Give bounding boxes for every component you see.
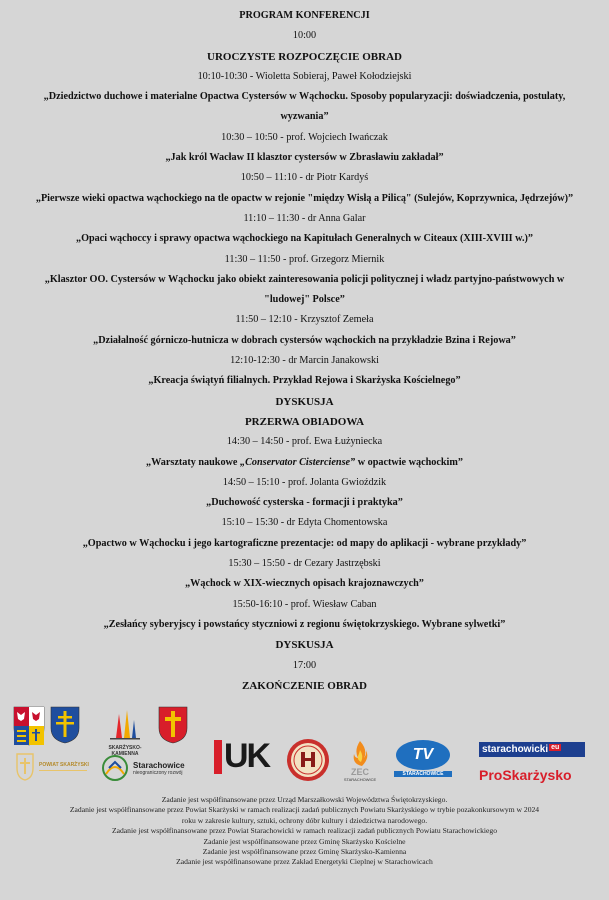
zec-label: ZEC xyxy=(351,767,369,777)
program-time-speaker-line: 12:10-12:30 - dr Marcin Janakowski xyxy=(230,355,379,367)
program-title-line: „Działalność górniczo-hutnicza w dobrach cystersów wąchockich na przykładzie Bzina i Rejowa” xyxy=(93,334,516,346)
program-title-line: ZAKOŃCZENIE OBRAD xyxy=(242,679,367,692)
funding-note-line: Zadanie jest współfinansowane przez Gminę Skarżysko-Kamienna xyxy=(202,847,407,857)
program-title-line: „Zesłańcy syberyjscy i powstańcy styczniowi z regionu świętokrzyskiego. Wybrane sylwetki” xyxy=(103,618,506,630)
skarzysko-kamienna-logo xyxy=(100,708,150,757)
starachowice-label: Starachowice xyxy=(133,761,185,770)
program-title-line: DYSKUSJA xyxy=(275,395,334,408)
program-title-part: „Warsztaty naukowe xyxy=(146,456,240,468)
uk-label: UK xyxy=(224,737,270,775)
program-title-line: „Pierwsze wieki opactwa wąchockiego na tle opactw w rejonie "między Wisłą a Pilicą" (Sulejów, Koprzywnica, Jędrzejów)” xyxy=(35,192,574,204)
powiat-skarzyski-logo xyxy=(14,752,98,782)
program-title-line: PRZERWA OBIADOWA xyxy=(244,415,365,428)
zec-logo xyxy=(340,740,380,782)
program-title-line: UROCZYSTE ROZPOCZĘCIE OBRAD xyxy=(207,50,402,63)
swietokrzyskie-coat-of-arms-logo xyxy=(13,706,45,751)
program-time-speaker-line: 10:50 – 11:10 - dr Piotr Kardyś xyxy=(240,172,369,184)
program-time-speaker-line: 11:10 – 11:30 - dr Anna Galar xyxy=(243,212,366,224)
starachowice-logo xyxy=(100,754,196,782)
skarzysko-kamienna-label: SKARŻYSKO-KAMIENNA xyxy=(108,745,142,757)
tv-label: TV xyxy=(412,746,434,763)
program-title-italic-part: „Conservator Cisterciense” xyxy=(239,456,356,468)
program-time-speaker-line: 10:00 xyxy=(292,30,317,42)
starachowice-sub-label: nieograniczony rozwój xyxy=(133,770,183,776)
program-time-speaker-line: 14:30 – 14:50 - prof. Ewa Łużyniecka xyxy=(226,436,383,448)
program-time-speaker-line: 11:50 – 12:10 - Krzysztof Zemeła xyxy=(235,314,374,326)
program-title-part: w opactwie wąchockim” xyxy=(355,456,463,468)
program-title-line: „Opaci wąchoccy i sprawy opactwa wąchockiego na Kapitułach Generalnych w Citeaux (XIII-XVIII w.)” xyxy=(75,233,534,245)
funding-footer xyxy=(0,795,609,868)
program-title-line: PROGRAM KONFERENCJI xyxy=(239,10,370,21)
program-time-speaker-line: 10:10-10:30 - Wioletta Sobieraj, Paweł Kołodziejski xyxy=(197,70,412,82)
program-title-line xyxy=(0,453,609,473)
proskarzysko-logo: ProSkarżysko xyxy=(479,767,572,783)
tv-starachowice-logo xyxy=(394,740,452,777)
program-title-line: „Dziedzictwo duchowe i materialne Opactwa Cystersów w Wąchocku. Sposoby popularyzacji: doświadczenia, postulaty, wyzwania” xyxy=(43,91,566,123)
program-title-line: „Kreacja świątyń filialnych. Przykład Rejowa i Skarżyska Kościelnego” xyxy=(148,375,461,387)
museum-seal-logo xyxy=(286,738,330,787)
program-title-line: „Duchowość cysterska - formacji i praktyka” xyxy=(206,497,403,509)
program-title-line: „Klasztor OO. Cystersów w Wąchocku jako obiekt zainteresowania policji politycznej i władz partyjno-państwowych w "ludowej" Polsce” xyxy=(44,273,565,306)
program-time-speaker-line: 15:10 – 15:30 - dr Edyta Chomentowska xyxy=(221,517,388,529)
zec-sub-label: STARACHOWICE xyxy=(343,777,377,782)
funding-note-line: roku w zakresie kultury, sztuki, ochrony dóbr kultury i dziedzictwa narodowego. xyxy=(181,815,428,825)
program-time-speaker-line: 11:30 – 11:50 - prof. Grzegorz Miernik xyxy=(224,253,385,265)
funding-note-line: Zadanie jest współfinansowane przez Powiat Skarżyski w ramach realizacji zadań publicznych Powiatu Skarżyskiego w trybie pozakonkursowym w 2024 xyxy=(69,805,540,815)
program-title-line: „Jak król Wacław II klasztor cystersów w Zbrasławiu zakładał” xyxy=(165,152,444,164)
program-time-speaker-line: 14:50 – 15:10 - prof. Jolanta Gwioździk xyxy=(222,476,387,488)
uk-logo xyxy=(214,737,274,780)
program-time-speaker-line: 10:30 – 10:50 - prof. Wojciech Iwańczak xyxy=(221,131,388,143)
program-time-speaker-line: 15:50-16:10 - prof. Wiesław Caban xyxy=(232,598,377,610)
funding-note-line: Zadanie jest współfinansowane przez Urząd Marszałkowski Województwa Świętokrzyskiego. xyxy=(161,795,448,804)
program-time-speaker-line: 15:30 – 15:50 - dr Cezary Jastrzębski xyxy=(228,558,381,570)
sponsor-logos xyxy=(0,702,609,792)
program-title-line: DYSKUSJA xyxy=(275,639,334,652)
program-title-line: „Wąchock w XIX-wiecznych opisach krajoznawczych” xyxy=(185,578,424,590)
starachowicki-tld-label: eu xyxy=(551,744,560,751)
skarzysko-koscielne-coat-of-arms-logo xyxy=(158,706,188,749)
starachowicki-label: starachowicki xyxy=(482,744,549,755)
tv-sub-label: STARACHOWICE xyxy=(394,771,452,777)
program-title-line: „Opactwo w Wąchocku i jego kartograficzne prezentacje: od mapy do aplikacji - wybrane przykłady” xyxy=(82,537,527,549)
starachowicki-eu-logo xyxy=(479,742,591,783)
funding-note-line: Zadanie jest współfinansowane przez Zakład Energetyki Cieplnej w Starachowicach xyxy=(176,857,433,867)
powiat-skarzyski-label: POWIAT SKARŻYSKI xyxy=(39,762,89,768)
powiat-skarzyski-coat-of-arms-logo xyxy=(50,706,80,749)
funding-note-line: Zadanie jest współfinansowane przez Powiat Starachowicki w ramach realizacji zadań publicznych Powiatu Starachowickiego xyxy=(111,826,498,836)
program-time-speaker-line: 17:00 xyxy=(292,659,317,671)
conference-program xyxy=(0,6,609,696)
funding-note-line: Zadanie jest współfinansowane przez Gminę Skarżysko Kościelne xyxy=(203,836,406,846)
